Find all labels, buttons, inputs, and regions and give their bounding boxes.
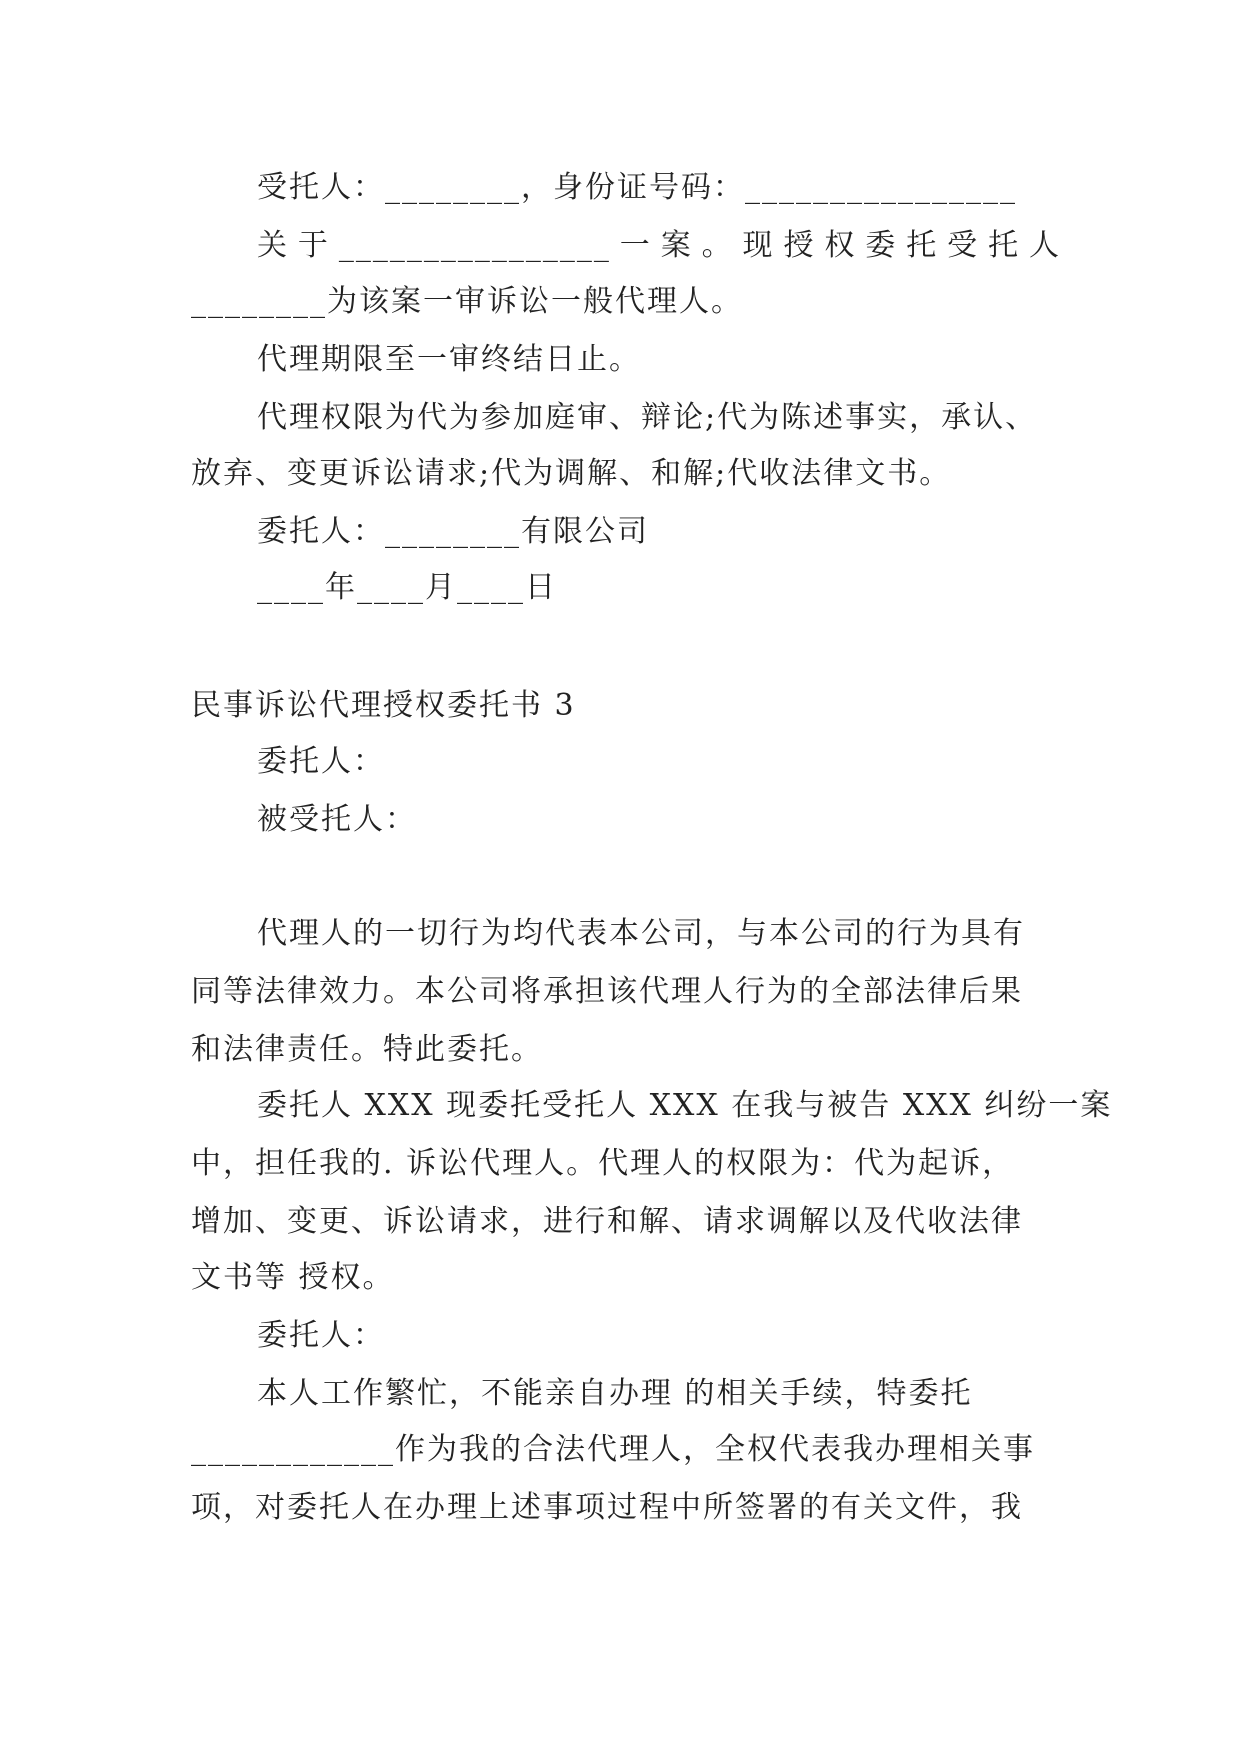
entrust-paragraph-line-1: 本人工作繁忙，不能亲自办理 的相关手续，特委托: [257, 1376, 973, 1411]
litigation-paragraph-line-4: 文书等 授权。: [191, 1260, 395, 1295]
entrust-paragraph-line-2: ____________作为我的合法代理人，全权代表我办理相关事: [191, 1432, 1035, 1467]
effect-paragraph-line-2: 同等法律效力。本公司将承担该代理人行为的全部法律后果: [191, 974, 1023, 1009]
date-line: ____年____月____日: [257, 570, 557, 605]
litigation-paragraph-line-2: 中，担任我的. 诉讼代理人。代理人的权限为：代为起诉，: [191, 1146, 1015, 1181]
entrust-paragraph-line-3: 项，对委托人在办理上述事项过程中所签署的有关文件，我: [191, 1490, 1023, 1525]
trustee-id-line: 受托人：________，身份证号码：________________: [257, 170, 1017, 205]
agency-period-line: 代理期限至一审终结日止。: [257, 342, 641, 377]
effect-paragraph-line-1: 代理人的一切行为均代表本公司，与本公司的行为具有: [257, 916, 1025, 951]
trustee-label: 被受托人：: [257, 802, 417, 837]
effect-paragraph-line-3: 和法律责任。特此委托。: [191, 1032, 543, 1067]
principal-company-line: 委托人：________有限公司: [257, 514, 649, 549]
agent-designation-line: ________为该案一审诉讼一般代理人。: [191, 284, 743, 319]
principal-label-2: 委托人：: [257, 1318, 385, 1353]
litigation-paragraph-line-1: 委托人 XXX 现委托受托人 XXX 在我与被告 XXX 纠纷一案: [257, 1088, 1113, 1123]
agency-scope-line-2: 放弃、变更诉讼请求;代为调解、和解;代收法律文书。: [191, 456, 952, 491]
section-title: 民事诉讼代理授权委托书 3: [191, 688, 576, 723]
principal-label: 委托人：: [257, 744, 385, 779]
agency-scope-line-1: 代理权限为代为参加庭审、辩论;代为陈述事实，承认、: [257, 400, 1038, 435]
case-authorization-line: 关于________________一案。现授权委托受托人: [257, 228, 1061, 263]
litigation-paragraph-line-3: 增加、变更、诉讼请求，进行和解、请求调解以及代收法律: [191, 1204, 1023, 1239]
